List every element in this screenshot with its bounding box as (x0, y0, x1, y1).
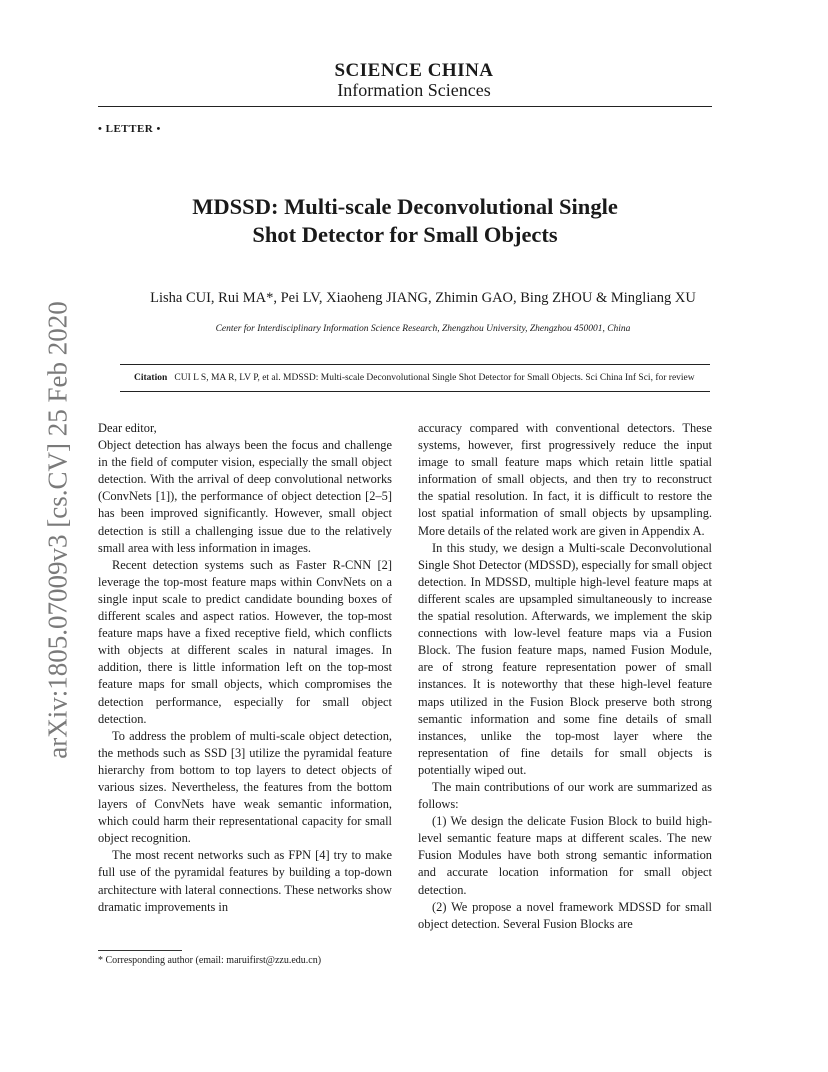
citation-label: Citation (134, 373, 168, 383)
title-line-2: Shot Detector for Small Objects (252, 222, 558, 247)
affiliation: Center for Interdisciplinary Information Science Research, Zhengzhou University, Zhengzhou 450001, China (215, 324, 631, 334)
journal-subtitle: Information Sciences (337, 80, 491, 100)
author-list: Lisha CUI, Rui MA*, Pei LV, Xiaoheng JIANG, Zhimin GAO, Bing ZHOU & Mingliang XU (150, 290, 696, 306)
paragraph: The most recent networks such as FPN [4] try to make full use of the pyramidal features by building a top-down architecture with lateral connections. These networks show dramatic improvements in (98, 848, 392, 914)
right-column (418, 420, 712, 933)
paragraph: Dear editor, (98, 421, 157, 435)
paragraph: (1) We design the delicate Fusion Block to build high-level semantic feature maps at different scales. The new Fusion Modules have both strong semantic information and accurate location information for small object detection. (418, 814, 712, 897)
footnote: * Corresponding author (email: maruifirst@zzu.edu.cn) (98, 955, 322, 966)
paragraph: (2) We propose a novel framework MDSSD for small object detection. Several Fusion Blocks are (418, 899, 712, 931)
paper-title (98, 193, 712, 249)
journal-name: SCIENCE CHINA (334, 60, 494, 81)
paragraph: accuracy compared with conventional detectors. These systems, however, first progressively reduce the input image to small feature maps which retain little spatial information of small objects, and then try to reconstruct the spatial resolution. In fact, it is difficult to restore the lost spatial information of small objects by upsampling. More details of the related work are given in Appendix A. (418, 421, 712, 538)
paragraph: To address the problem of multi-scale object detection, the methods such as SSD [3] utilize the pyramidal feature hierarchy from bottom to top layers to detect objects of various sizes. Nevertheless, the features from the bottom layers of ConvNets have weak semantic information, which could harm their representational capacity for small object recognition. (98, 728, 392, 846)
title-line-1: MDSSD: Multi-scale Deconvolutional Single (192, 194, 618, 219)
left-column (98, 420, 392, 916)
paragraph: The main contributions of our work are summarized as follows: (418, 779, 712, 812)
paragraph: Object detection has always been the focus and challenge in the field of computer vision, especially the small object detection. With the arrival of deep convolutional networks (ConvNets [1]), the performance of object detection [2–5] has been improved significantly. However, small object detection is still a challenging issue due to the relatively small area with less information in images. (98, 438, 392, 555)
citation-box (120, 364, 710, 392)
footnote-rule (98, 950, 182, 951)
arxiv-sidebar (38, 300, 78, 760)
paragraph: In this study, we design a Multi-scale Deconvolutional Single Shot Detector (MDSSD), especially for small object detection. In MDSSD, multiple high-level feature maps at different scales are upsampled simultaneously to increase the spatial resolution. Afterwards, we implement the skip connections with low-level feature maps via a Fusion Block. The fusion feature maps, named Fusion Module, are of strong feature representation power of small instances. It is noteworthy that these high-level feature maps utilized in the Fusion Block preserve both strong semantic information and some fine details of small instances, unlike the top-most layer where the representation of fine details for small objects is potentially wiped out. (418, 540, 712, 777)
journal-header (0, 60, 828, 101)
paragraph: Recent detection systems such as Faster R-CNN [2] leverage the top-most feature maps within ConvNets on a single input scale to predict candidate bounding boxes of different scales and aspect ratios. However, the top-most feature maps have a fixed receptive field, which conflicts with objects at different scales in natural images. In addition, there is little information left on the top-most feature maps for small objects, which compromises the detection performance, especially for small object detection. (98, 557, 392, 726)
arxiv-identifier: arXiv:1805.07009v3 [cs.CV] 25 Feb 2020 (42, 301, 73, 759)
article-type: • LETTER • (98, 123, 161, 135)
header-rule (98, 106, 712, 107)
citation-text: CUI L S, MA R, LV P, et al. MDSSD: Multi-scale Deconvolutional Single Shot Detector for Small Objects. Sci China Inf Sci, for review (174, 373, 695, 383)
